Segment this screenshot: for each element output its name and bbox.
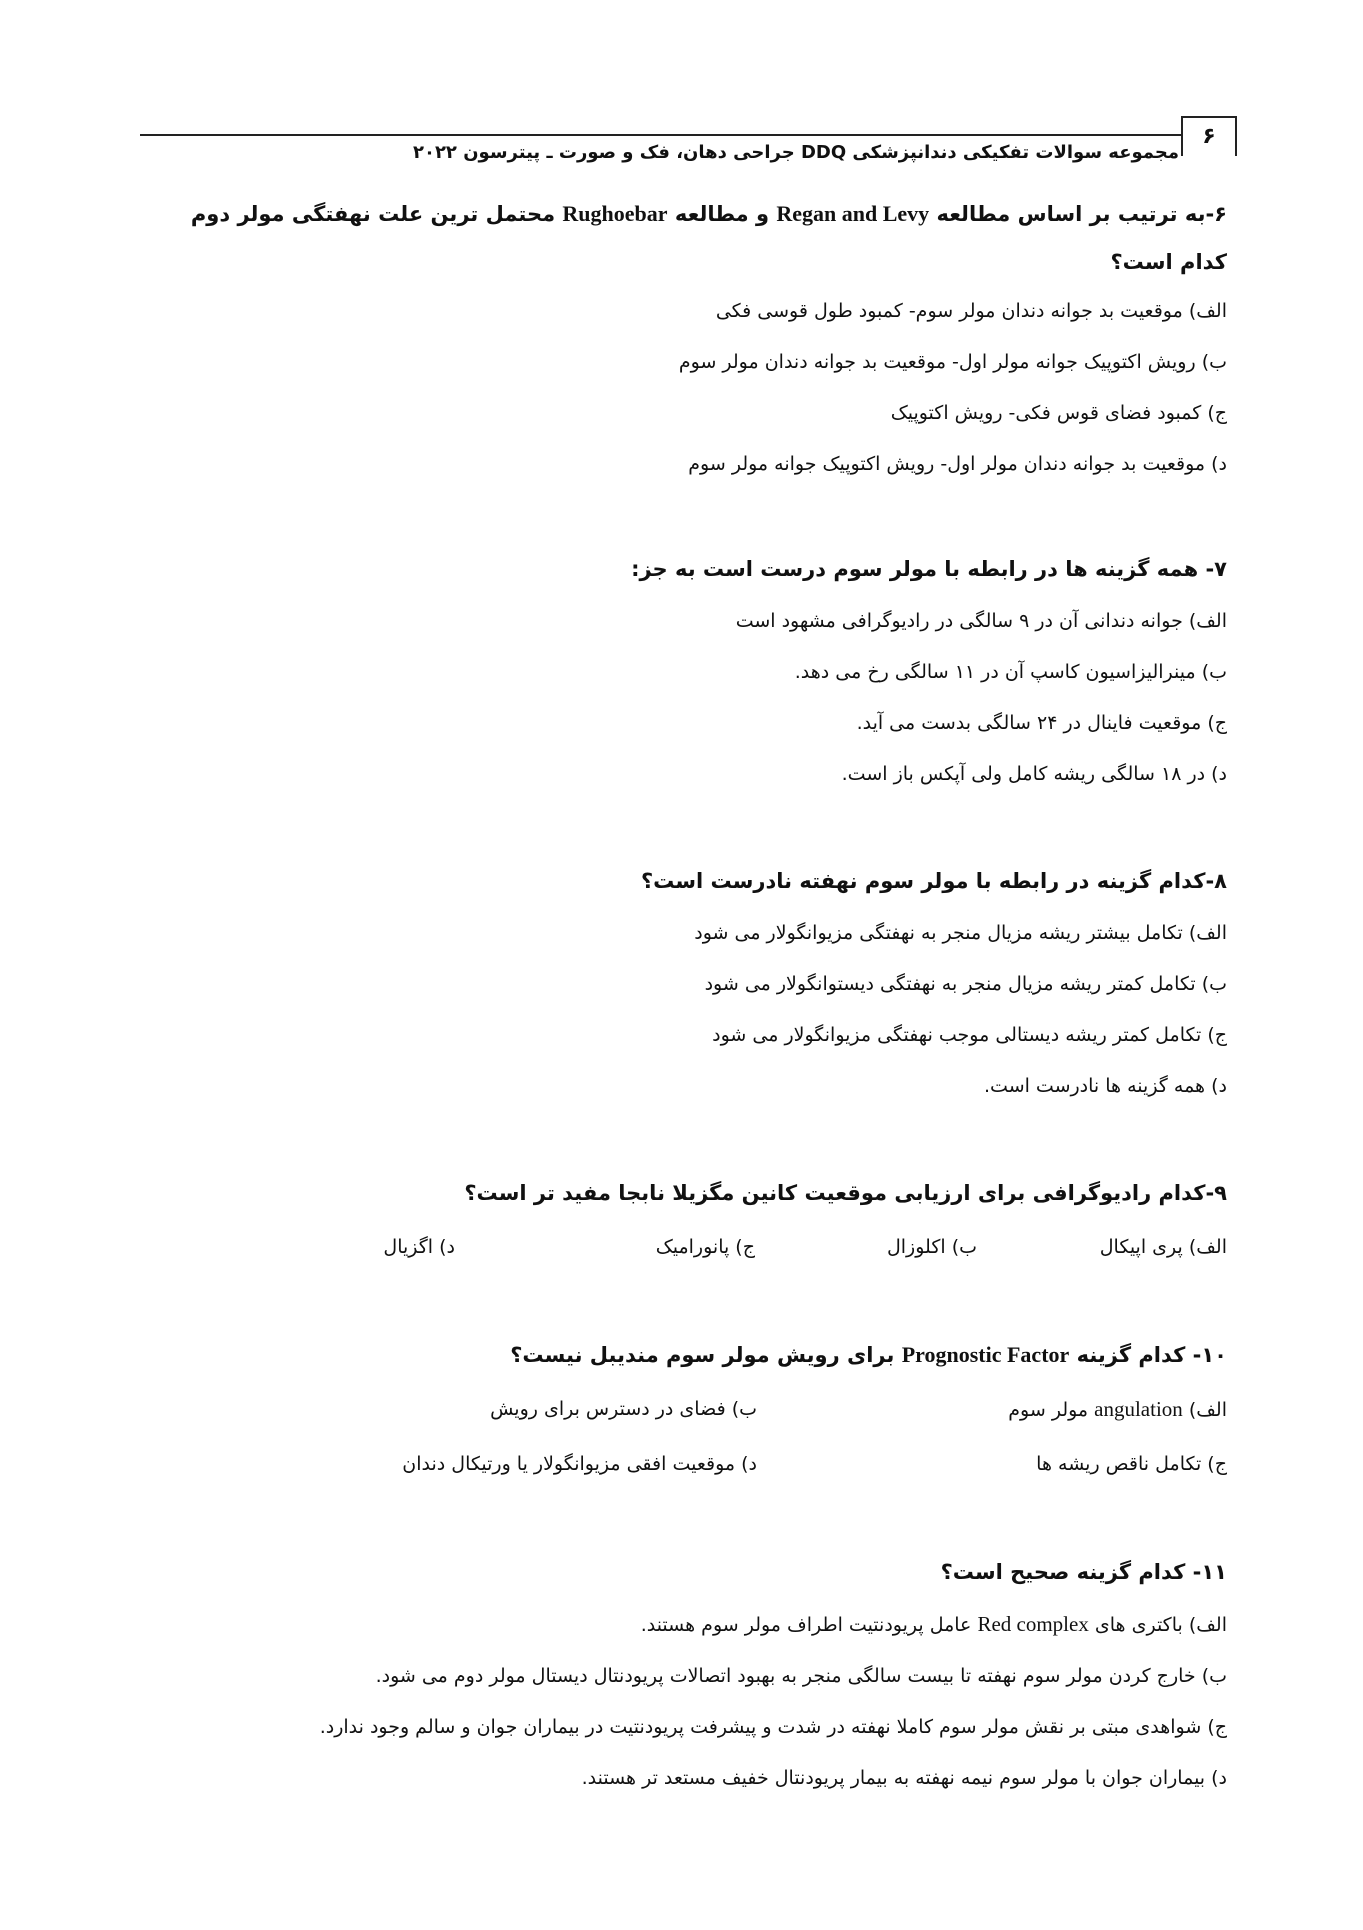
option-a: الف) تکامل بیشتر ریشه مزیال منجر به نهفتگی مزیوانگولار می شود	[694, 922, 1227, 944]
question-list	[137, 190, 1227, 1858]
question-8	[137, 854, 1227, 1112]
options-row	[137, 1220, 1227, 1274]
page-number: ۶	[1181, 116, 1237, 156]
question-7	[137, 542, 1227, 800]
option-d: د) اگزیال	[383, 1236, 455, 1258]
question-10-title: ۱۰- کدام گزینه Prognostic Factor برای رویش مولر سوم مندیبل نیست؟	[510, 1342, 1227, 1367]
option-c: ج) کمبود فضای قوس فکی- رویش اکتوپیک	[890, 402, 1227, 424]
option-c: ج) شواهدی مبتی بر نقش مولر سوم کاملا نهفته در شدت و پیشرفت پریودنتیت در بیماران جوان و سالم وجود ندارد.	[319, 1716, 1227, 1738]
question-6-title: ۶-به ترتیب بر اساس مطالعه Regan and Levy و مطالعه Rughoebar محتمل ترین علت نهفتگی مولر دوم کدام است؟	[190, 201, 1227, 274]
question-9	[137, 1166, 1227, 1274]
running-title: مجموعه سوالات تفکیکی دندانپزشکی DDQ جراحی دهان، فک و صورت ـ پیترسون ۲۰۲۲	[412, 142, 1179, 163]
option-a: الف) angulation مولر سوم	[1008, 1397, 1227, 1421]
option-d: د) بیماران جوان با مولر سوم نیمه نهفته به بیمار پریودنتال خفیف مستعد تر هستند.	[581, 1767, 1227, 1789]
option-c: ج) تکامل ناقص ریشه ها	[1036, 1453, 1227, 1475]
option-b: ب) مینرالیزاسیون کاسپ آن در ۱۱ سالگی رخ می دهد.	[794, 661, 1227, 683]
option-b: ب) اکلوزال	[886, 1236, 977, 1258]
option-a: الف) باکتری های Red complex عامل پریودنتیت اطراف مولر سوم هستند.	[640, 1612, 1227, 1636]
option-b: ب) تکامل کمتر ریشه مزیال منجر به نهفتگی دیستوانگولار می شود	[704, 973, 1227, 995]
option-a: الف) جوانه دندانی آن در ۹ سالگی در رادیوگرافی مشهود است	[735, 610, 1227, 632]
option-d: د) موقعیت بد جوانه دندان مولر اول- رویش اکتوپیک جوانه مولر سوم	[688, 453, 1227, 475]
option-a: الف) پری اپیکال	[1099, 1236, 1227, 1258]
options-row-2	[137, 1437, 1227, 1491]
question-6	[137, 190, 1227, 490]
option-d: د) در ۱۸ سالگی ریشه کامل ولی آپکس باز است.	[841, 763, 1227, 785]
question-11	[137, 1545, 1227, 1804]
option-b: ب) فضای در دسترس برای رویش	[490, 1398, 757, 1420]
option-d: د) همه گزینه ها نادرست است.	[984, 1075, 1227, 1097]
question-10	[137, 1328, 1227, 1491]
question-9-title: ۹-کدام رادیوگرافی برای ارزیابی موقعیت کانین مگزیلا نابجا مفید تر است؟	[464, 1181, 1227, 1205]
question-7-title: ۷- همه گزینه ها در رابطه با مولر سوم درست است به جز:	[631, 557, 1227, 581]
option-d: د) موقعیت افقی مزیوانگولار یا ورتیکال دندان	[402, 1453, 757, 1475]
question-11-title: ۱۱- کدام گزینه صحیح است؟	[940, 1560, 1227, 1584]
question-8-title: ۸-کدام گزینه در رابطه با مولر سوم نهفته نادرست است؟	[640, 869, 1227, 893]
header-rule	[140, 134, 1198, 136]
option-c: ج) موقعیت فاینال در ۲۴ سالگی بدست می آید.	[856, 712, 1227, 734]
options-row-1	[137, 1382, 1227, 1437]
option-b: ب) رویش اکتوپیک جوانه مولر اول- موقعیت بد جوانه دندان مولر سوم	[678, 351, 1227, 373]
option-b: ب) خارج کردن مولر سوم نهفته تا بیست سالگی منجر به بهبود اتصالات پریودنتال دیستال مولر دوم می شود.	[375, 1665, 1227, 1687]
option-c: ج) تکامل کمتر ریشه دیستالی موجب نهفتگی مزیوانگولار می شود	[712, 1024, 1227, 1046]
option-a: الف) موقعیت بد جوانه دندان مولر سوم- کمبود طول قوسی فکی	[715, 300, 1227, 322]
option-c: ج) پانورامیک	[655, 1236, 755, 1258]
